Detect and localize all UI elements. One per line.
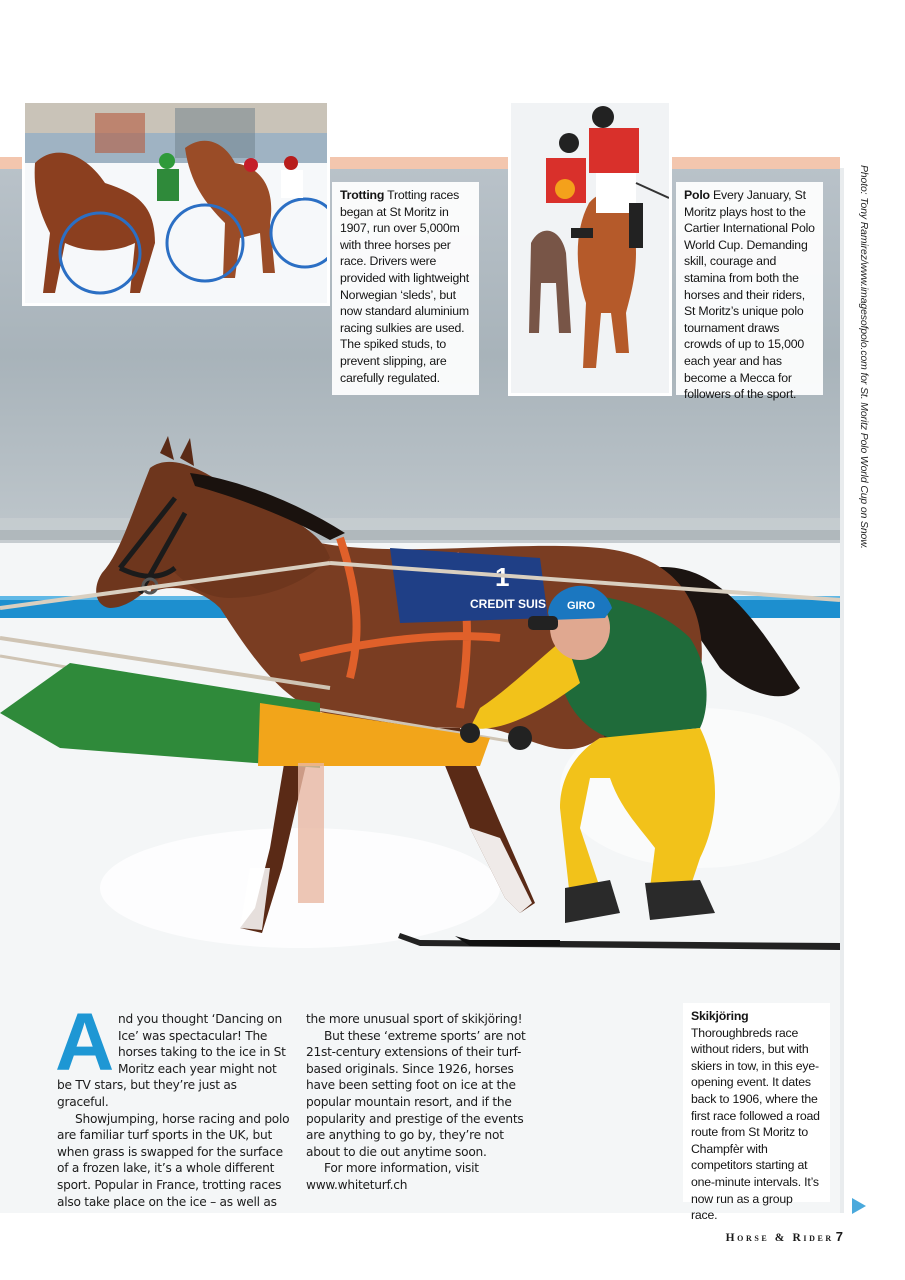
- article-column-1: [55, 997, 290, 1210]
- trotting-caption-text: Trotting races began at St Moritz in 1907, run over 5,000m with three horses per race. Drivers were provided with lightweight Norwegian ‘sleds’, but now standard aluminium racing sulkies are used. The spiked studs, to prevent slipping, are carefully regulated.: [340, 188, 469, 385]
- top-rule-left: [0, 157, 24, 169]
- skikjoring-caption: [683, 1003, 830, 1223]
- page-number: 7: [835, 1229, 843, 1244]
- polo-caption: [676, 182, 823, 402]
- drop-cap: A: [55, 997, 114, 1088]
- top-rule-right: [670, 157, 840, 169]
- top-rule-middle: [330, 157, 510, 169]
- trotting-illustration: [25, 103, 327, 303]
- polo-caption-text: Every January, St Moritz plays host to the Cartier International Polo World Cup. Demanding skill, courage and stamina from both the horses and their riders, St Moritz’s unique polo tournament draws crowds of up to 15,000 each year and has become a Mecca for followers of the sport.: [684, 188, 815, 402]
- magazine-name: Horse & Rider: [725, 1232, 834, 1244]
- trotting-photo: [22, 100, 330, 306]
- article-paragraph-4: But these ‘extreme sports’ are not 21st-century extensions of their turf-based originals. Since 1926, horses have been setting foot on ice at the popular mountain resort, and if the popularity and prestige of the events are anything to go by, they’re not about to die out anytime soon.: [306, 1028, 526, 1159]
- article-paragraph-1: [55, 997, 290, 1111]
- skikjoring-caption-text: Thoroughbreds race without riders, but with skiers in tow, in this eye-opening event. It dates back to 1906, where the first race followed a road route from St Moritz to Champfèr with competitors starting at one-minute intervals. It’s now run as a group race.: [691, 1025, 820, 1223]
- article-column-2: [306, 1011, 536, 1194]
- article-paragraph-2: Showjumping, horse racing and polo are familiar turf sports in the UK, but when grass is swapped for the surface of a frozen lake, it’s a whole different sport. Popular in France, trotting races also take place on the ice – as well as: [57, 1111, 290, 1209]
- saddle-cloth-text: CREDIT SUIS: [470, 597, 547, 611]
- polo-caption-heading: Polo: [684, 188, 710, 202]
- skikjoring-caption-heading: Skikjöring: [691, 1009, 749, 1023]
- photo-edge: [840, 168, 844, 1213]
- trotting-caption: [332, 182, 479, 395]
- article-paragraph-5: For more information, visit www.whiteturf.ch: [306, 1161, 479, 1192]
- trotting-caption-heading: Trotting: [340, 188, 385, 202]
- helmet-brand-text: GIRO: [567, 600, 596, 612]
- article-paragraph-3: the more unusual sport of skikjöring!: [306, 1012, 523, 1026]
- photo-credit: Photo: Tony Ramirez/www.imagesofpolo.com for St. Moritz Polo World Cup on Snow.: [858, 165, 869, 549]
- polo-illustration: [511, 103, 669, 393]
- next-page-arrow-icon[interactable]: [852, 1198, 866, 1214]
- polo-photo: [508, 100, 672, 396]
- page-footer: [726, 1229, 843, 1244]
- article-paragraph-1-text: nd you thought ‘Dancing on Ice’ was spectacular! The horses taking to the ice in St Moritz each year might not be TV stars, but they’re just as graceful.: [57, 1012, 286, 1109]
